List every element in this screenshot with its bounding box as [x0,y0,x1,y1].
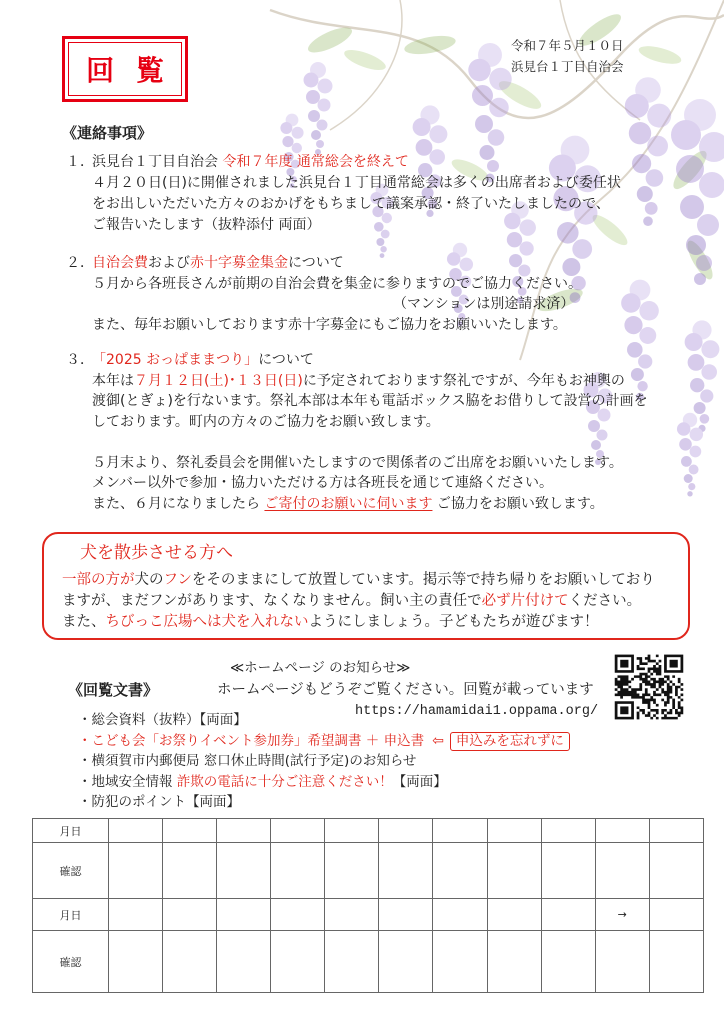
list-item: ・総会資料（抜粋）【両面】 [78,712,247,728]
row-label: 月日 [33,899,109,931]
circular-stamp [62,36,188,102]
dog-notice-title: 犬を散歩させる方へ [80,543,233,563]
signature-cell [487,931,541,993]
title-highlight: 令和７年度 通常総会を終えて [222,154,409,170]
issuer-organization: 浜見台１丁目自治会 [511,59,624,74]
dog-notice-box [42,532,690,640]
homepage-url: https://hamamidai1.oppama.org/ [355,704,599,719]
notice-item-3 [66,350,648,514]
body-line [66,494,648,515]
text-segment: ますが、まだフンがあります、なくなりません。飼い主の責任で [62,593,482,609]
text-segment: また、 [62,614,106,630]
body-line: ４月２０日(日)に開催されました浜見台１丁目通常総会は多くの出席者および委任状 [92,175,621,191]
qr-code [612,652,686,722]
body-line: また、毎年お願いしております赤十字募金にもご協力をお願いいたします。 [92,316,567,333]
qr-finder-pattern [615,701,634,719]
row-label: 確認 [33,931,109,993]
text-segment: ください。 [568,593,642,609]
signature-cell [271,931,325,993]
issue-date: 令和７年５月１０日 [511,38,624,53]
issue-info [511,35,624,77]
signature-cell [325,931,379,993]
row-label: 確認 [33,843,109,899]
table-row [33,931,704,993]
stamp-label: 回 覧 [86,54,170,87]
arrow-mark: → [595,899,649,931]
signature-cell [379,819,433,843]
body-note: （マンションは別途請求済） [393,296,575,312]
text-highlight: フン [163,572,192,588]
body-line [62,612,655,633]
signature-cell [487,819,541,843]
body-line: ご報告いたします（抜粋添付 両面） [92,217,321,233]
signature-cell [217,843,271,899]
signature-cell [109,931,163,993]
signature-cell [595,931,649,993]
signature-cell [433,899,487,931]
signature-cell [271,843,325,899]
table-row [33,843,704,899]
text-segment: をそのままにして放置しています。掲示等で持ち帰りをお願いしており [191,572,655,588]
signature-cell [379,931,433,993]
qr-finder-pattern [664,655,683,673]
signature-cell [217,931,271,993]
text-segment: ご協力をお願い致します。 [432,495,604,512]
title-highlight: 赤十字募金集金 [190,255,288,271]
title-text: について [258,352,314,368]
body-line: ５月から各班長さんが前期の自治会費を集金に参りますのでご協力ください。 [92,275,582,292]
left-arrow-icon: ⇦ [432,732,444,749]
signature-cell [325,899,379,931]
signature-cell [163,843,217,899]
signature-cell [217,899,271,931]
circulation-check-table [32,818,704,993]
item-number: １． [66,154,94,170]
signature-cell [163,931,217,993]
list-item [78,772,570,793]
row-label: 月日 [33,819,109,843]
signature-cell [541,843,595,899]
signature-cell [163,819,217,843]
notices-heading: 《連絡事項》 [62,124,153,142]
body-line: ５月末より、祭礼委員会を開催いたしますので関係者のご出席をお願いいたします。 [92,454,623,471]
paragraph-gap [66,432,648,453]
text-segment: 本年は [92,372,134,389]
item-number: ３． [66,352,94,368]
title-text: 浜見台１丁目自治会 [92,154,223,170]
stamp-inner-border [68,42,182,96]
body-line [62,570,655,591]
title-highlight: 「2025 おっぱままつり」 [92,352,259,368]
title-text: について [288,255,344,271]
festival-dates: ７月１２日(土)･１３日(日) [134,372,303,389]
notice-title [66,253,582,274]
text-segment: ・地域安全情報 [78,773,177,790]
qr-finder-pattern [615,655,634,673]
documents-list [78,710,570,813]
signature-cell [163,899,217,931]
body-line [66,371,648,392]
signature-cell [109,819,163,843]
signature-cell [325,819,379,843]
dog-notice-body [62,570,655,633]
signature-cell [379,843,433,899]
signature-cell [541,819,595,843]
title-highlight: 自治会費 [92,255,148,271]
body-line [62,591,655,612]
list-item-text: ・こども会「お祭りイベント参加券」希望調書 ＋ 申込書 [78,732,425,749]
signature-cell [595,819,649,843]
body-line: 渡御(とぎょ)を行ないます。祭礼本部は本年も電話ボックス脇をお借りして設営の計画を [92,393,648,409]
list-item: ・防犯のポイント【両面】 [78,794,240,810]
homepage-description: ホームページもどうぞご覧ください。回覧が載っています [217,682,594,698]
text-highlight: 必ず片付けて [481,593,569,609]
text-highlight: 詐欺の電話に十分ご注意ください！ [176,773,393,790]
signature-cell [379,899,433,931]
signature-cell [217,819,271,843]
body-line: をお出しいただいた方々のおかげをもちまして議案承認・終了いたしましたので、 [92,196,610,212]
signature-cell [433,931,487,993]
table-row [33,819,704,843]
signature-cell [649,819,703,843]
homepage-title: ≪ホームページ のお知らせ≫ [230,660,411,676]
list-item [78,731,570,752]
notice-title [66,152,621,173]
signature-cell [109,899,163,931]
signature-cell [325,843,379,899]
signature-cell [433,819,487,843]
signature-cell [487,843,541,899]
signature-cell [541,899,595,931]
signature-cell [433,843,487,899]
signature-cell [271,899,325,931]
text-segment: 犬の [134,572,164,588]
text-highlight: ちびっこ広場へは犬を入れない [105,614,309,630]
signature-cell [541,931,595,993]
body-line: メンバー以外で参加・協力いただける方は各班長を通じて連絡ください。 [92,475,554,491]
signature-cell [109,843,163,899]
signature-cell [595,843,649,899]
signature-cell [487,899,541,931]
reminder-badge: 申込みを忘れずに [450,732,570,751]
signature-cell [649,931,703,993]
notice-item-1 [66,152,621,236]
notice-item-2 [66,253,582,335]
donation-notice: ご寄付のお願いに伺います [264,495,433,512]
signature-cell [649,843,703,899]
notice-title [66,350,648,371]
text-highlight: 一部の方が [62,572,135,588]
text-segment: に予定されております祭礼ですが、今年もお神輿の [302,372,625,389]
title-text: および [148,255,190,271]
table-row [33,899,704,931]
text-segment: 【両面】 [392,773,447,790]
text-segment: ようにしましょう。子どもたちが遊びます！ [308,614,599,630]
text-segment: また、６月になりましたら [92,495,265,512]
list-item: ・横須賀市内郵便局 窓口休止時間(試行予定)のお知らせ [78,753,417,769]
signature-cell [271,819,325,843]
item-number: ２． [66,255,94,271]
body-line: しております。町内の方々のご協力をお願い致します。 [92,413,440,430]
signature-cell [649,899,703,931]
documents-heading: 《回覧文書》 [68,681,159,699]
